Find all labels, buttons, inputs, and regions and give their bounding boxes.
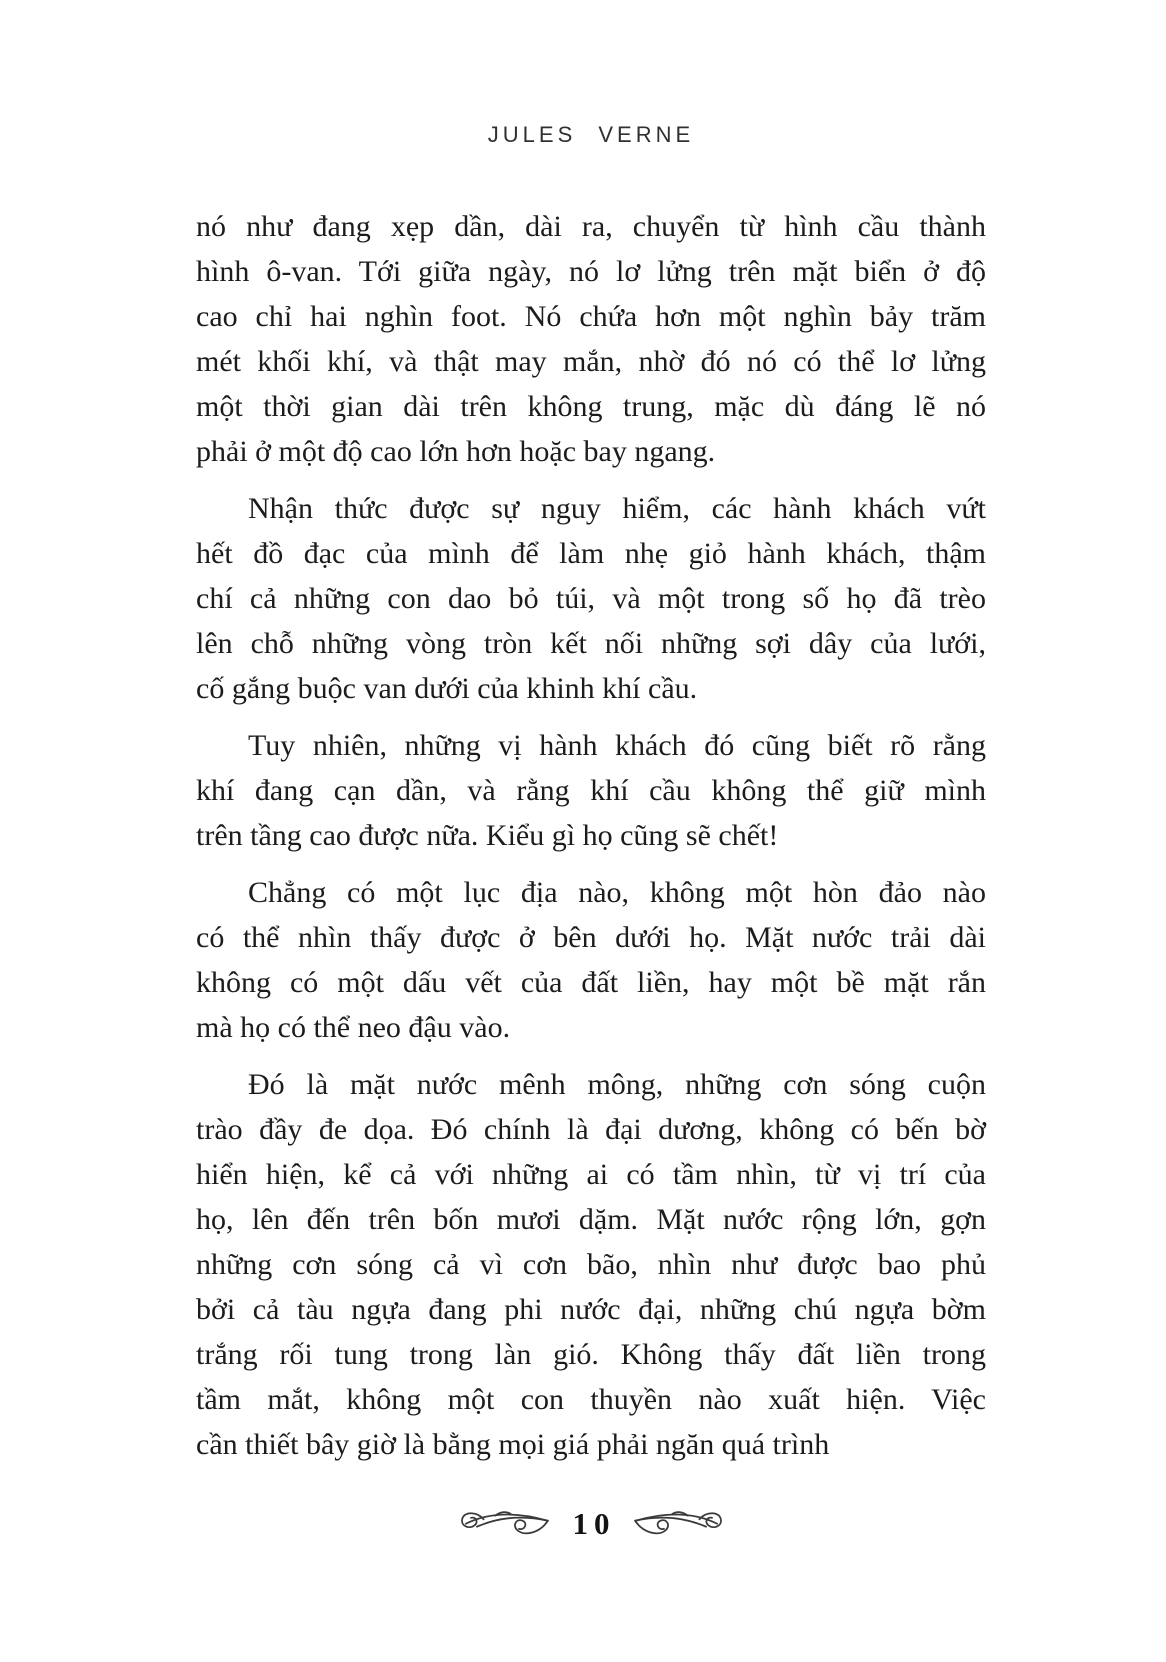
text-line: hiển hiện, kể cả với những ai có tầm nhìn, từ vị trí của — [196, 1158, 986, 1191]
text-line: phải ở một độ cao lớn hơn hoặc bay ngang. — [196, 435, 716, 468]
text-line: trắng rối tung trong làn gió. Không thấy đất liền trong — [196, 1338, 986, 1371]
text-line: cao chỉ hai nghìn foot. Nó chứa hơn một nghìn bảy trăm — [196, 300, 986, 333]
flourish-left-icon — [457, 1505, 553, 1541]
text-line: hình ô-van. Tới giữa ngày, nó lơ lửng trên mặt biển ở độ — [196, 255, 986, 288]
text-line: trào đầy đe dọa. Đó chính là đại dương, không có bến bờ — [196, 1113, 986, 1146]
text-line: Nhận thức được sự nguy hiểm, các hành khách vứt — [248, 492, 986, 525]
text-line: cố gắng buộc van dưới của khinh khí cầu. — [196, 672, 698, 705]
page-footer — [196, 1498, 986, 1548]
text-line: bởi cả tàu ngựa đang phi nước đại, những chú ngựa bờm — [196, 1293, 986, 1326]
text-line: Đó là mặt nước mênh mông, những cơn sóng cuộn — [248, 1068, 986, 1101]
text-block — [196, 204, 986, 1479]
text-line: một thời gian dài trên không trung, mặc dù đáng lẽ nó — [196, 390, 986, 423]
text-line: họ, lên đến trên bốn mươi dặm. Mặt nước rộng lớn, gợn — [196, 1203, 986, 1236]
text-line: lên chỗ những vòng tròn kết nối những sợi dây của lưới, — [196, 627, 986, 660]
text-line: mà họ có thể neo đậu vào. — [196, 1011, 511, 1044]
paragraph — [196, 723, 986, 858]
text-line: không có một dấu vết của đất liền, hay một bề mặt rắn — [196, 966, 986, 999]
text-line: Chẳng có một lục địa nào, không một hòn đảo nào — [248, 876, 986, 909]
text-line: khí đang cạn dần, và rằng khí cầu không thể giữ mình — [196, 774, 986, 807]
text-line: tầm mắt, không một con thuyền nào xuất hiện. Việc — [196, 1383, 986, 1416]
paragraph — [196, 1062, 986, 1467]
text-line: hết đồ đạc của mình để làm nhẹ giỏ hành khách, thậm — [196, 537, 986, 570]
paragraph — [196, 486, 986, 711]
page-number: 10 — [572, 1505, 616, 1541]
text-line: Tuy nhiên, những vị hành khách đó cũng biết rõ rằng — [248, 729, 986, 762]
flourish-right-icon — [630, 1505, 726, 1541]
text-line: nó như đang xẹp dần, dài ra, chuyển từ hình cầu thành — [196, 210, 986, 243]
running-header: JULES VERNE — [487, 122, 695, 147]
paragraph — [196, 204, 986, 474]
paragraph — [196, 870, 986, 1050]
text-line: có thể nhìn thấy được ở bên dưới họ. Mặt nước trải dài — [196, 921, 986, 954]
text-line: chí cả những con dao bỏ túi, và một trong số họ đã trèo — [196, 582, 986, 615]
text-line: trên tầng cao được nữa. Kiểu gì họ cũng sẽ chết! — [196, 819, 779, 852]
text-line: mét khối khí, và thật may mắn, nhờ đó nó có thể lơ lửng — [196, 345, 986, 378]
text-line: những cơn sóng cả vì cơn bão, nhìn như được bao phủ — [196, 1248, 986, 1281]
text-line: cần thiết bây giờ là bằng mọi giá phải ngăn quá trình — [196, 1428, 830, 1461]
